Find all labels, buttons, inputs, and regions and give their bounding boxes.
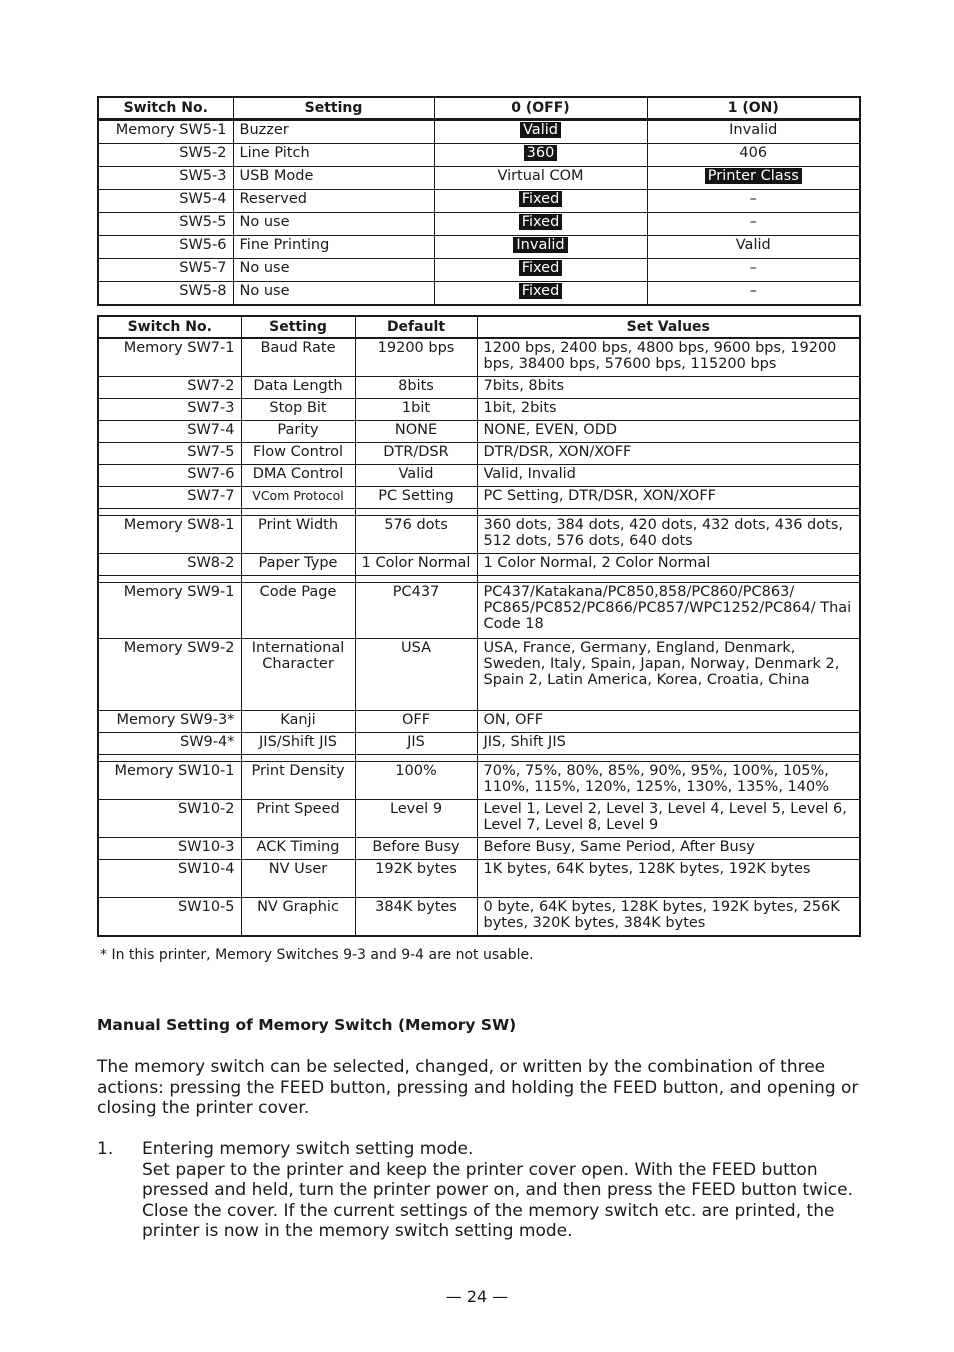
table-row bbox=[98, 377, 860, 399]
off-value-cell: Virtual COM bbox=[434, 167, 647, 190]
switch-no-cell: Memory SW9-2 bbox=[98, 639, 241, 711]
switch-no-cell: Memory SW7-1 bbox=[98, 338, 241, 377]
setting-cell: Kanji bbox=[241, 711, 355, 733]
default-cell: PC437 bbox=[355, 583, 477, 639]
set-values-cell: JIS, Shift JIS bbox=[477, 733, 860, 755]
page-number: — 24 — bbox=[445, 1287, 509, 1306]
switch-no-cell: Memory SW10-1 bbox=[98, 762, 241, 800]
setting-cell: Line Pitch bbox=[233, 144, 434, 167]
table-row bbox=[98, 583, 860, 639]
separator-cell bbox=[477, 509, 860, 516]
switch-no-cell: Memory SW8-1 bbox=[98, 516, 241, 554]
separator-cell bbox=[241, 509, 355, 516]
footnote: * In this printer, Memory Switches 9-3 and 9-4 are not usable. bbox=[100, 947, 534, 963]
separator-cell bbox=[98, 509, 241, 516]
header-set-values: Set Values bbox=[477, 316, 860, 338]
switch-no-cell: SW7-3 bbox=[98, 399, 241, 421]
switch-no-cell: SW5-2 bbox=[98, 144, 233, 167]
group-separator-row bbox=[98, 509, 860, 516]
setting-cell: Reserved bbox=[233, 190, 434, 213]
switch-no-cell: SW7-5 bbox=[98, 443, 241, 465]
switch-no-cell: SW5-7 bbox=[98, 259, 233, 282]
setting-cell: Parity bbox=[241, 421, 355, 443]
default-cell: 1 Color Normal bbox=[355, 554, 477, 576]
set-values-cell: 1bit, 2bits bbox=[477, 399, 860, 421]
setting-cell: Print Density bbox=[241, 762, 355, 800]
table-header-row bbox=[98, 316, 860, 338]
switch-no-cell: SW10-2 bbox=[98, 800, 241, 838]
default-cell: OFF bbox=[355, 711, 477, 733]
separator-cell bbox=[355, 509, 477, 516]
table-row bbox=[98, 399, 860, 421]
switch-no-cell: SW7-2 bbox=[98, 377, 241, 399]
separator-cell bbox=[355, 755, 477, 762]
setting-cell: Paper Type bbox=[241, 554, 355, 576]
table-row bbox=[98, 554, 860, 576]
highlighted-value: Valid bbox=[520, 122, 561, 138]
setting-cell: USB Mode bbox=[233, 167, 434, 190]
setting-cell: International Character bbox=[241, 639, 355, 711]
highlighted-value: Fixed bbox=[519, 214, 563, 230]
setting-cell: DMA Control bbox=[241, 465, 355, 487]
setting-cell: No use bbox=[233, 213, 434, 236]
setting-cell: NV Graphic bbox=[241, 898, 355, 937]
on-value-cell: – bbox=[647, 213, 860, 236]
switch-no-cell: Memory SW5-1 bbox=[98, 120, 233, 144]
default-cell: 100% bbox=[355, 762, 477, 800]
switch-no-cell: SW5-8 bbox=[98, 282, 233, 306]
intro-paragraph: The memory switch can be selected, changed, or written by the combination of three actions: pressing the FEED button, pressing and holding the FEED button, and opening or closing the printer cover. bbox=[97, 1057, 859, 1118]
switch-no-cell: SW10-4 bbox=[98, 860, 241, 898]
switch-no-cell: Memory SW9-1 bbox=[98, 583, 241, 639]
setting-cell: Baud Rate bbox=[241, 338, 355, 377]
set-values-cell: 0 byte, 64K bytes, 128K bytes, 192K bytes, 256K bytes, 320K bytes, 384K bytes bbox=[477, 898, 860, 937]
on-value-cell: – bbox=[647, 259, 860, 282]
header-setting: Setting bbox=[241, 316, 355, 338]
table-row bbox=[98, 711, 860, 733]
set-values-cell: PC437/Katakana/PC850,858/PC860/PC863/ PC865/PC852/PC866/PC857/WPC1252/PC864/ Thai Code 18 bbox=[477, 583, 860, 639]
off-value-cell bbox=[434, 259, 647, 282]
table-row bbox=[98, 838, 860, 860]
separator-cell bbox=[477, 576, 860, 583]
separator-cell bbox=[355, 576, 477, 583]
off-value-cell bbox=[434, 144, 647, 167]
switch-no-cell: SW10-5 bbox=[98, 898, 241, 937]
setting-cell: Print Width bbox=[241, 516, 355, 554]
default-cell: 8bits bbox=[355, 377, 477, 399]
off-value-cell bbox=[434, 282, 647, 306]
table-row bbox=[98, 282, 860, 306]
separator-cell bbox=[98, 576, 241, 583]
switch-no-cell: SW5-4 bbox=[98, 190, 233, 213]
table-row bbox=[98, 443, 860, 465]
switch-no-cell: SW7-7 bbox=[98, 487, 241, 509]
on-value-cell bbox=[647, 167, 860, 190]
highlighted-value: Fixed bbox=[519, 191, 563, 207]
step-text: Set paper to the printer and keep the printer cover open. With the FEED button pressed and held, turn the printer power on, and then press the FEED button twice. Close the cover. If the current settings of the memory switch etc. are printed, the printer is now in the memory switch setting mode. bbox=[142, 1159, 853, 1241]
table-row bbox=[98, 860, 860, 898]
on-value-cell: 406 bbox=[647, 144, 860, 167]
section-heading: Manual Setting of Memory Switch (Memory SW) bbox=[97, 1016, 517, 1034]
switch-no-cell: SW8-2 bbox=[98, 554, 241, 576]
setting-cell: Print Speed bbox=[241, 800, 355, 838]
default-cell: JIS bbox=[355, 733, 477, 755]
switch-no-cell: SW10-3 bbox=[98, 838, 241, 860]
switch-no-cell: SW9-4* bbox=[98, 733, 241, 755]
table-row bbox=[98, 236, 860, 259]
set-values-cell: NONE, EVEN, ODD bbox=[477, 421, 860, 443]
set-values-cell: 1K bytes, 64K bytes, 128K bytes, 192K bytes bbox=[477, 860, 860, 898]
header-switch-no: Switch No. bbox=[98, 97, 233, 120]
switch-no-cell: SW7-4 bbox=[98, 421, 241, 443]
default-cell: 192K bytes bbox=[355, 860, 477, 898]
default-cell: Level 9 bbox=[355, 800, 477, 838]
default-cell: Before Busy bbox=[355, 838, 477, 860]
switch-no-cell: SW5-3 bbox=[98, 167, 233, 190]
table-row bbox=[98, 465, 860, 487]
table-row bbox=[98, 800, 860, 838]
header-on: 1 (ON) bbox=[647, 97, 860, 120]
on-value-cell: – bbox=[647, 190, 860, 213]
set-values-cell: USA, France, Germany, England, Denmark, Sweden, Italy, Spain, Japan, Norway, Denmark 2, Spain 2, Latin America, Korea, Croatia, China bbox=[477, 639, 860, 711]
memory-sw5-table bbox=[97, 96, 861, 306]
setting-cell: No use bbox=[233, 282, 434, 306]
set-values-cell: 70%, 75%, 80%, 85%, 90%, 95%, 100%, 105%, 110%, 115%, 120%, 125%, 130%, 135%, 140% bbox=[477, 762, 860, 800]
group-separator-row bbox=[98, 755, 860, 762]
set-values-cell: Level 1, Level 2, Level 3, Level 4, Level 5, Level 6, Level 7, Level 8, Level 9 bbox=[477, 800, 860, 838]
switch-no-cell: SW5-5 bbox=[98, 213, 233, 236]
header-switch-no: Switch No. bbox=[98, 316, 241, 338]
default-cell: DTR/DSR bbox=[355, 443, 477, 465]
table-row bbox=[98, 639, 860, 711]
memory-sw7-10-table bbox=[97, 315, 861, 937]
default-cell: NONE bbox=[355, 421, 477, 443]
off-value-cell bbox=[434, 190, 647, 213]
header-default: Default bbox=[355, 316, 477, 338]
set-values-cell: Before Busy, Same Period, After Busy bbox=[477, 838, 860, 860]
table-row bbox=[98, 144, 860, 167]
default-cell: 1bit bbox=[355, 399, 477, 421]
table-row bbox=[98, 733, 860, 755]
table-row bbox=[98, 516, 860, 554]
set-values-cell: Valid, Invalid bbox=[477, 465, 860, 487]
default-cell: 19200 bps bbox=[355, 338, 477, 377]
table-row bbox=[98, 190, 860, 213]
table-row bbox=[98, 167, 860, 190]
set-values-cell: 1200 bps, 2400 bps, 4800 bps, 9600 bps, 19200 bps, 38400 bps, 57600 bps, 115200 bps bbox=[477, 338, 860, 377]
table-row bbox=[98, 259, 860, 282]
on-value-cell: Invalid bbox=[647, 120, 860, 144]
switch-no-cell: SW7-6 bbox=[98, 465, 241, 487]
separator-cell bbox=[241, 576, 355, 583]
set-values-cell: 1 Color Normal, 2 Color Normal bbox=[477, 554, 860, 576]
separator-cell bbox=[241, 755, 355, 762]
setting-cell: Code Page bbox=[241, 583, 355, 639]
set-values-cell: 7bits, 8bits bbox=[477, 377, 860, 399]
setting-cell: JIS/Shift JIS bbox=[241, 733, 355, 755]
group-separator-row bbox=[98, 576, 860, 583]
table-row bbox=[98, 120, 860, 144]
separator-cell bbox=[477, 755, 860, 762]
setting-cell: Fine Printing bbox=[233, 236, 434, 259]
highlighted-value: Fixed bbox=[519, 260, 563, 276]
default-cell: PC Setting bbox=[355, 487, 477, 509]
header-off: 0 (OFF) bbox=[434, 97, 647, 120]
set-values-cell: 360 dots, 384 dots, 420 dots, 432 dots, 436 dots, 512 dots, 576 dots, 640 dots bbox=[477, 516, 860, 554]
setting-cell: Data Length bbox=[241, 377, 355, 399]
setting-cell: Flow Control bbox=[241, 443, 355, 465]
switch-no-cell: Memory SW9-3* bbox=[98, 711, 241, 733]
default-cell: Valid bbox=[355, 465, 477, 487]
off-value-cell bbox=[434, 213, 647, 236]
setting-cell: Buzzer bbox=[233, 120, 434, 144]
setting-cell: No use bbox=[233, 259, 434, 282]
table-row bbox=[98, 421, 860, 443]
step-number: 1. bbox=[97, 1139, 114, 1159]
highlighted-value: Printer Class bbox=[705, 168, 802, 184]
table-row bbox=[98, 762, 860, 800]
set-values-cell: DTR/DSR, XON/XOFF bbox=[477, 443, 860, 465]
on-value-cell: – bbox=[647, 282, 860, 306]
table-row bbox=[98, 338, 860, 377]
switch-no-cell: SW5-6 bbox=[98, 236, 233, 259]
table-row bbox=[98, 213, 860, 236]
table-row bbox=[98, 898, 860, 937]
table-row bbox=[98, 487, 860, 509]
off-value-cell bbox=[434, 120, 647, 144]
step-1 bbox=[97, 1139, 861, 1242]
default-cell: 384K bytes bbox=[355, 898, 477, 937]
setting-cell: ACK Timing bbox=[241, 838, 355, 860]
set-values-cell: PC Setting, DTR/DSR, XON/XOFF bbox=[477, 487, 860, 509]
highlighted-value: Invalid bbox=[513, 237, 567, 253]
setting-cell: Stop Bit bbox=[241, 399, 355, 421]
step-title: Entering memory switch setting mode. bbox=[142, 1139, 474, 1159]
setting-cell: NV User bbox=[241, 860, 355, 898]
header-setting: Setting bbox=[233, 97, 434, 120]
on-value-cell: Valid bbox=[647, 236, 860, 259]
off-value-cell bbox=[434, 236, 647, 259]
default-cell: USA bbox=[355, 639, 477, 711]
table-header-row bbox=[98, 97, 860, 120]
default-cell: 576 dots bbox=[355, 516, 477, 554]
highlighted-value: Fixed bbox=[519, 283, 563, 299]
highlighted-value: 360 bbox=[524, 145, 558, 161]
separator-cell bbox=[98, 755, 241, 762]
setting-cell: VCom Protocol bbox=[241, 487, 355, 509]
set-values-cell: ON, OFF bbox=[477, 711, 860, 733]
